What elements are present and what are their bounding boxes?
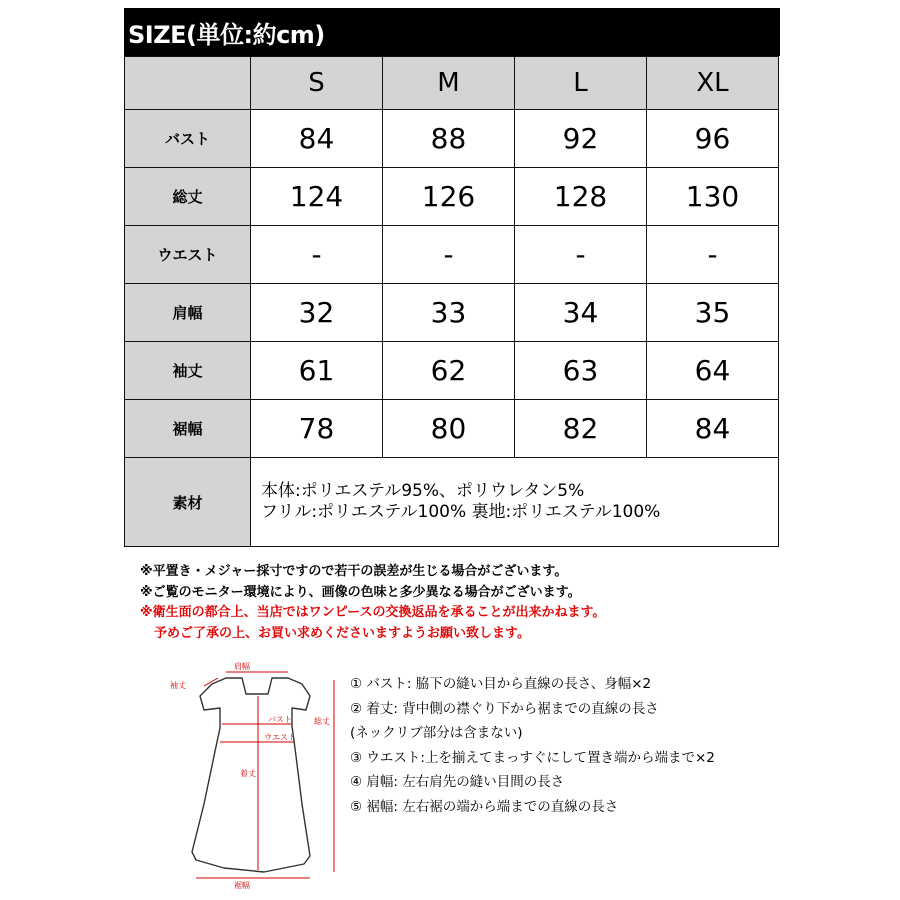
table-cell: 96 (647, 110, 779, 168)
dress-measurement-diagram (160, 656, 350, 890)
table-cell: 63 (515, 342, 647, 400)
note-monitor: ※ご覧のモニター環境により、画像の色味と多少異なる場合がございます。 (140, 584, 581, 600)
corner-cell (125, 57, 251, 110)
table-row (125, 110, 779, 168)
row-label-length: 総丈 (125, 168, 251, 226)
size-header-bar (124, 8, 780, 56)
row-label-waist: ウエスト (125, 226, 251, 284)
table-cell: 32 (251, 284, 383, 342)
size-col-l: L (515, 57, 647, 110)
label-bust: バスト (268, 715, 292, 724)
table-row (125, 400, 779, 458)
table-cell: 88 (383, 110, 515, 168)
table-cell: 92 (515, 110, 647, 168)
table-cell: 80 (383, 400, 515, 458)
size-table (124, 56, 779, 547)
table-cell: 82 (515, 400, 647, 458)
table-cell: 130 (647, 168, 779, 226)
definition-length: ② 着丈: 背中側の襟ぐり下から裾までの直線の長さ (350, 700, 659, 717)
definition-waist: ③ ウエスト:上を揃えてまっすぐにして置き端から端まで×2 (350, 749, 715, 766)
table-cell: 84 (647, 400, 779, 458)
size-col-xl: XL (647, 57, 779, 110)
notes-block (140, 562, 780, 644)
definition-hem: ⑤ 裾幅: 左右裾の端から端までの直線の長さ (350, 798, 619, 815)
note-measurement: ※平置き・メジャー採寸ですので若干の誤差が生じる場合がございます。 (140, 564, 568, 579)
table-cell: 33 (383, 284, 515, 342)
material-line-1: 本体:ポリエステル95%、ポリウレタン5% (261, 481, 585, 501)
size-col-m: M (383, 57, 515, 110)
row-label-material: 素材 (125, 458, 251, 547)
table-row (125, 342, 779, 400)
table-cell: 61 (251, 342, 383, 400)
label-shoulder: 肩幅 (234, 662, 250, 671)
size-title: SIZE(単位:約cm) (128, 20, 325, 49)
row-label-bust: バスト (125, 110, 251, 168)
label-waist: ウエスト (264, 733, 296, 742)
table-row (125, 168, 779, 226)
row-label-sleeve: 袖丈 (125, 342, 251, 400)
row-label-hem: 裾幅 (125, 400, 251, 458)
table-cell: 124 (251, 168, 383, 226)
label-length: 総丈 (314, 717, 330, 726)
table-cell: 128 (515, 168, 647, 226)
table-cell: 64 (647, 342, 779, 400)
label-sleeve: 袖丈 (170, 681, 186, 690)
table-cell: 62 (383, 342, 515, 400)
table-header-row (125, 57, 779, 110)
table-cell: - (647, 226, 779, 284)
note-no-returns: ※衛生面の都合上、当店ではワンピースの交換返品を承ることが出来かねます。 (140, 605, 606, 620)
table-cell: - (251, 226, 383, 284)
material-row (125, 458, 779, 547)
table-cell: - (515, 226, 647, 284)
label-hem: 裾幅 (234, 881, 250, 890)
table-cell: - (383, 226, 515, 284)
table-cell: 34 (515, 284, 647, 342)
definition-shoulder: ④ 肩幅: 左右肩先の縫い目間の長さ (350, 774, 565, 790)
note-acknowledge: 予めご了承の上、お買い求めくださいますようお願い致します。 (154, 625, 530, 641)
table-row (125, 226, 779, 284)
measurement-definitions (350, 672, 790, 819)
size-col-s: S (251, 57, 383, 110)
definition-bust: ① バスト: 脇下の縫い目から直線の長さ、身幅×2 (350, 676, 652, 692)
table-row (125, 284, 779, 342)
table-cell: 35 (647, 284, 779, 342)
definition-length-note: (ネックリブ部分は含まない) (350, 725, 523, 741)
table-cell: 84 (251, 110, 383, 168)
label-inseam: 着丈 (240, 769, 256, 778)
table-cell: 78 (251, 400, 383, 458)
row-label-shoulder: 肩幅 (125, 284, 251, 342)
material-cell (251, 458, 779, 547)
material-line-2: フリル:ポリエステル100% 裏地:ポリエステル100% (261, 502, 661, 522)
table-cell: 126 (383, 168, 515, 226)
